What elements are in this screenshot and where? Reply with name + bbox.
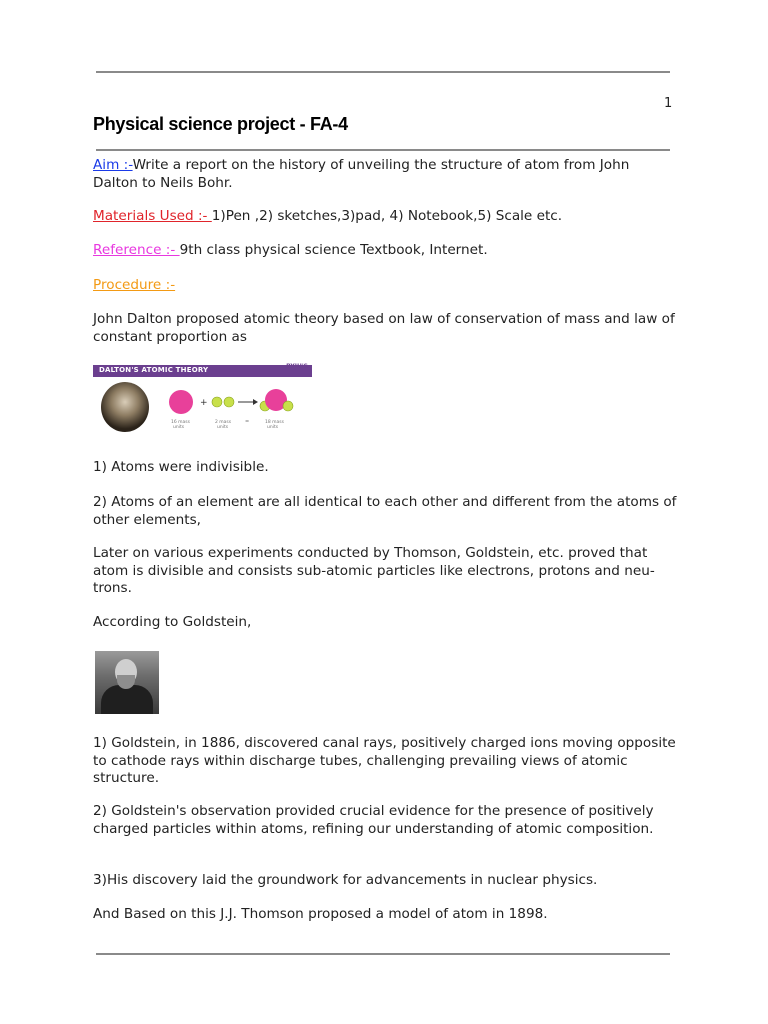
goldstein-point-2: 2) Goldstein's observation provided crucial evidence for the presence of positively charged particles within atoms, refining our understanding of atomic composition. <box>93 803 654 837</box>
aim-label: Aim :- <box>93 157 133 173</box>
aim-paragraph <box>93 157 678 192</box>
caption-2: 2 mass <box>215 420 232 425</box>
closing-paragraph: And Based on this J.J. Thomson proposed a model of atom in 1898. <box>93 906 548 922</box>
equals-sign: = <box>245 419 250 425</box>
top-rule <box>96 71 670 73</box>
materials-paragraph <box>93 208 678 226</box>
goldstein-intro: According to Goldstein, <box>93 614 252 630</box>
reference-text: 9th class physical science Textbook, Internet. <box>179 242 488 258</box>
later-paragraph: Later on various experiments conducted by Thomson, Goldstein, etc. proved that atom is divisible and consists sub-atomic particles like electrons, protons and neu- trons. <box>93 545 655 596</box>
gs-body <box>101 685 153 714</box>
dalton-point-1: 1) Atoms were indivisible. <box>93 459 269 475</box>
dalton-point-2: 2) Atoms of an element are all identical to each other and different from the atoms of other elements, <box>93 494 677 528</box>
procedure-heading <box>93 277 678 295</box>
caption-2b: units <box>217 425 229 430</box>
goldstein-point-1: 1) Goldstein, in 1886, discovered canal rays, positively charged ions moving opposite to cathode rays within discharge tubes, challenging prevailing views of atomic structure. <box>93 735 676 786</box>
pink-atom-icon <box>169 390 193 414</box>
figure-title: DALTON'S ATOMIC THEORY <box>99 366 209 374</box>
goldstein-point-3: 3)His discovery laid the groundwork for advancements in nuclear physics. <box>93 872 598 888</box>
materials-label: Materials Used :- <box>93 208 212 224</box>
page-number: 1 <box>664 96 673 111</box>
reference-paragraph <box>93 242 678 260</box>
reference-label: Reference :- <box>93 242 180 258</box>
byjus-logo: BYJU'S <box>286 363 308 370</box>
document-title: Physical science project - FA-4 <box>93 114 348 134</box>
caption-18b: units <box>267 425 279 430</box>
caption-16: 16 mass <box>171 420 190 425</box>
bottom-rule <box>96 953 670 955</box>
materials-text: 1)Pen ,2) sketches,3)pad, 4) Notebook,5) Scale etc. <box>211 208 563 224</box>
caption-18: 18 mass <box>265 420 284 425</box>
title-underline <box>96 149 670 151</box>
green-atom-icon <box>224 397 234 407</box>
dalton-intro: John Dalton proposed atomic theory based on law of conservation of mass and law of constant proportion as <box>93 311 675 345</box>
arrow-head-icon <box>253 399 258 405</box>
plus-sign: + <box>200 398 208 408</box>
reaction-diagram <box>93 362 312 438</box>
goldstein-photo <box>95 651 159 714</box>
aim-text: Write a report on the history of unveiling the structure of atom from John Dalton to Neils Bohr. <box>93 157 630 191</box>
procedure-label: Procedure :- <box>93 277 176 293</box>
caption-16b: units <box>173 425 185 430</box>
dalton-atomic-theory-figure <box>93 362 312 438</box>
green-atom-icon <box>212 397 222 407</box>
green-atom-icon <box>283 401 293 411</box>
